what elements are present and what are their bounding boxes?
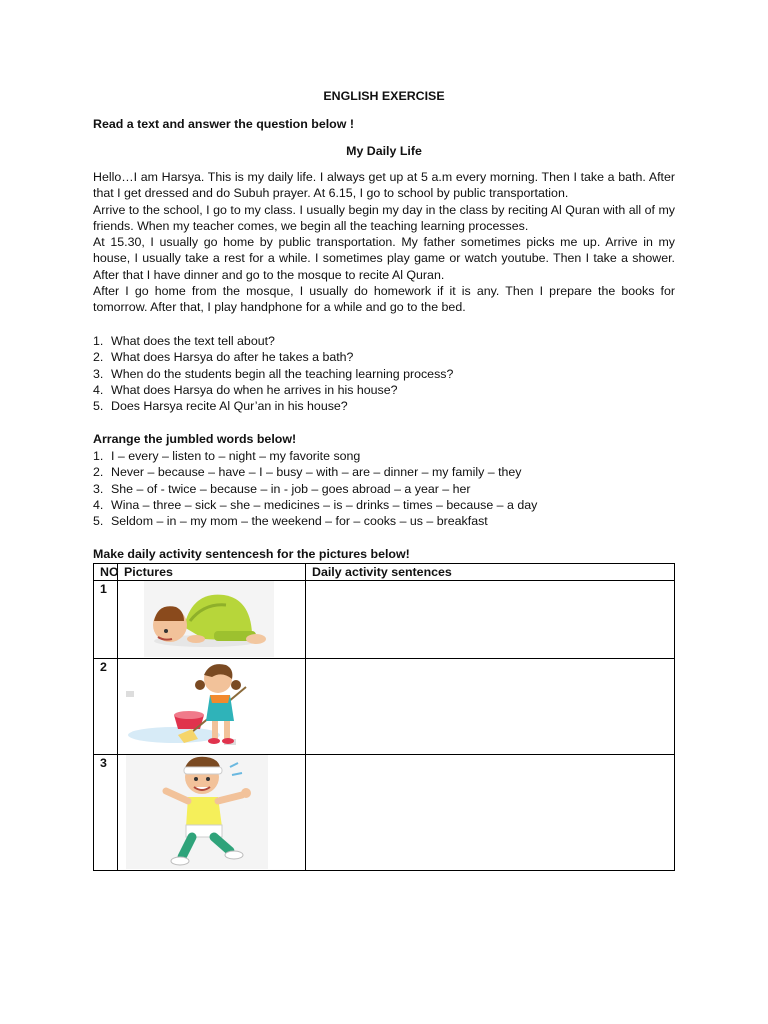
page-title: ENGLISH EXERCISE xyxy=(323,89,445,103)
header-no: NO xyxy=(94,564,118,581)
table-row xyxy=(94,755,675,871)
table-header-row xyxy=(94,564,675,581)
jumbled-item xyxy=(93,464,675,480)
girl-mopping-icon xyxy=(126,659,274,751)
question-number: 3. xyxy=(93,366,104,381)
jumbled-list xyxy=(93,448,675,529)
reading-instruction: Read a text and answer the question below ! xyxy=(93,117,354,131)
table-row xyxy=(94,581,675,659)
picture-cell xyxy=(118,659,306,755)
story-paragraph: Arrive to the school, I go to my class. I usually begin my day in the class by reciting Al Quran with all of my friends. When my teacher comes, we begin all the teaching learning processes. xyxy=(93,202,675,233)
question-number: 4. xyxy=(93,382,104,397)
sentence-cell[interactable] xyxy=(306,755,675,871)
jumbled-number: 3. xyxy=(93,481,104,496)
sentence-cell[interactable] xyxy=(306,659,675,755)
story-paragraph: After I go home from the mosque, I usually do homework if it is any. Then I prepare the books for tomorrow. After that, I play handphone for a while and go to the bed. xyxy=(93,284,675,315)
jumbled-text: Wina – three – sick – she – medicines – is – drinks – times – because – a day xyxy=(111,497,538,512)
boy-praying-icon xyxy=(144,581,274,657)
question-text: What does Harsya do after he takes a bath? xyxy=(111,350,354,365)
story-paragraph: At 15.30, I usually go home by public transportation. My father sometimes picks me up. Arrive in my house, I usually take a rest for a while. I sometimes play game or watch youtube. Then I take a shower. After that I have dinner and go to the mosque to recite Al Quran. xyxy=(93,235,675,282)
question-number: 5. xyxy=(93,399,104,414)
picture-cell xyxy=(118,581,306,659)
story-title: My Daily Life xyxy=(346,144,422,158)
question-text: Does Harsya recite Al Qur’an in his house? xyxy=(111,399,348,414)
jumbled-number: 4. xyxy=(93,497,104,512)
jumbled-item xyxy=(93,513,675,529)
table-row xyxy=(94,659,675,755)
activity-table xyxy=(93,563,675,871)
question-number: 1. xyxy=(93,334,104,348)
jumbled-item xyxy=(93,481,675,497)
jumbled-instruction: Arrange the jumbled words below! xyxy=(93,432,297,446)
question-text: What does Harsya do when he arrives in his house? xyxy=(111,382,398,397)
jumbled-number: 2. xyxy=(93,465,104,480)
activity-instruction: Make daily activity sentencesh for the pictures below! xyxy=(93,547,410,561)
sentence-cell[interactable] xyxy=(306,581,675,659)
question-text: What does the text tell about? xyxy=(111,334,275,348)
header-sentences: Daily activity sentences xyxy=(306,564,675,581)
question-item xyxy=(93,366,675,382)
question-item xyxy=(93,333,675,349)
story-text xyxy=(93,169,675,316)
question-text: When do the students begin all the teaching learning process? xyxy=(111,366,454,381)
story-paragraph: Hello…I am Harsya. This is my daily life. I always get up at 5 a.m every morning. Then I take a bath. After that I get dressed and do Subuh prayer. At 6.15, I go to school by public transportation. xyxy=(93,170,675,201)
question-item xyxy=(93,349,675,365)
jumbled-item xyxy=(93,448,675,464)
question-item xyxy=(93,382,675,398)
jumbled-text: Never – because – have – I – busy – with – are – dinner – my family – they xyxy=(111,465,522,480)
row-number: 3 xyxy=(94,755,118,871)
header-pictures: Pictures xyxy=(118,564,306,581)
question-item xyxy=(93,398,675,414)
question-number: 2. xyxy=(93,350,104,365)
jumbled-number: 5. xyxy=(93,514,104,529)
boy-jogging-icon xyxy=(126,755,268,869)
jumbled-text: I – every – listen to – night – my favorite song xyxy=(111,449,361,463)
question-list xyxy=(93,333,675,414)
jumbled-text: She – of - twice – because – in - job – goes abroad – a year – her xyxy=(111,481,471,496)
row-number: 2 xyxy=(94,659,118,755)
row-number: 1 xyxy=(94,581,118,659)
jumbled-item xyxy=(93,497,675,513)
jumbled-text: Seldom – in – my mom – the weekend – for – cooks – us – breakfast xyxy=(111,514,488,529)
picture-cell xyxy=(118,755,306,871)
jumbled-number: 1. xyxy=(93,449,104,463)
